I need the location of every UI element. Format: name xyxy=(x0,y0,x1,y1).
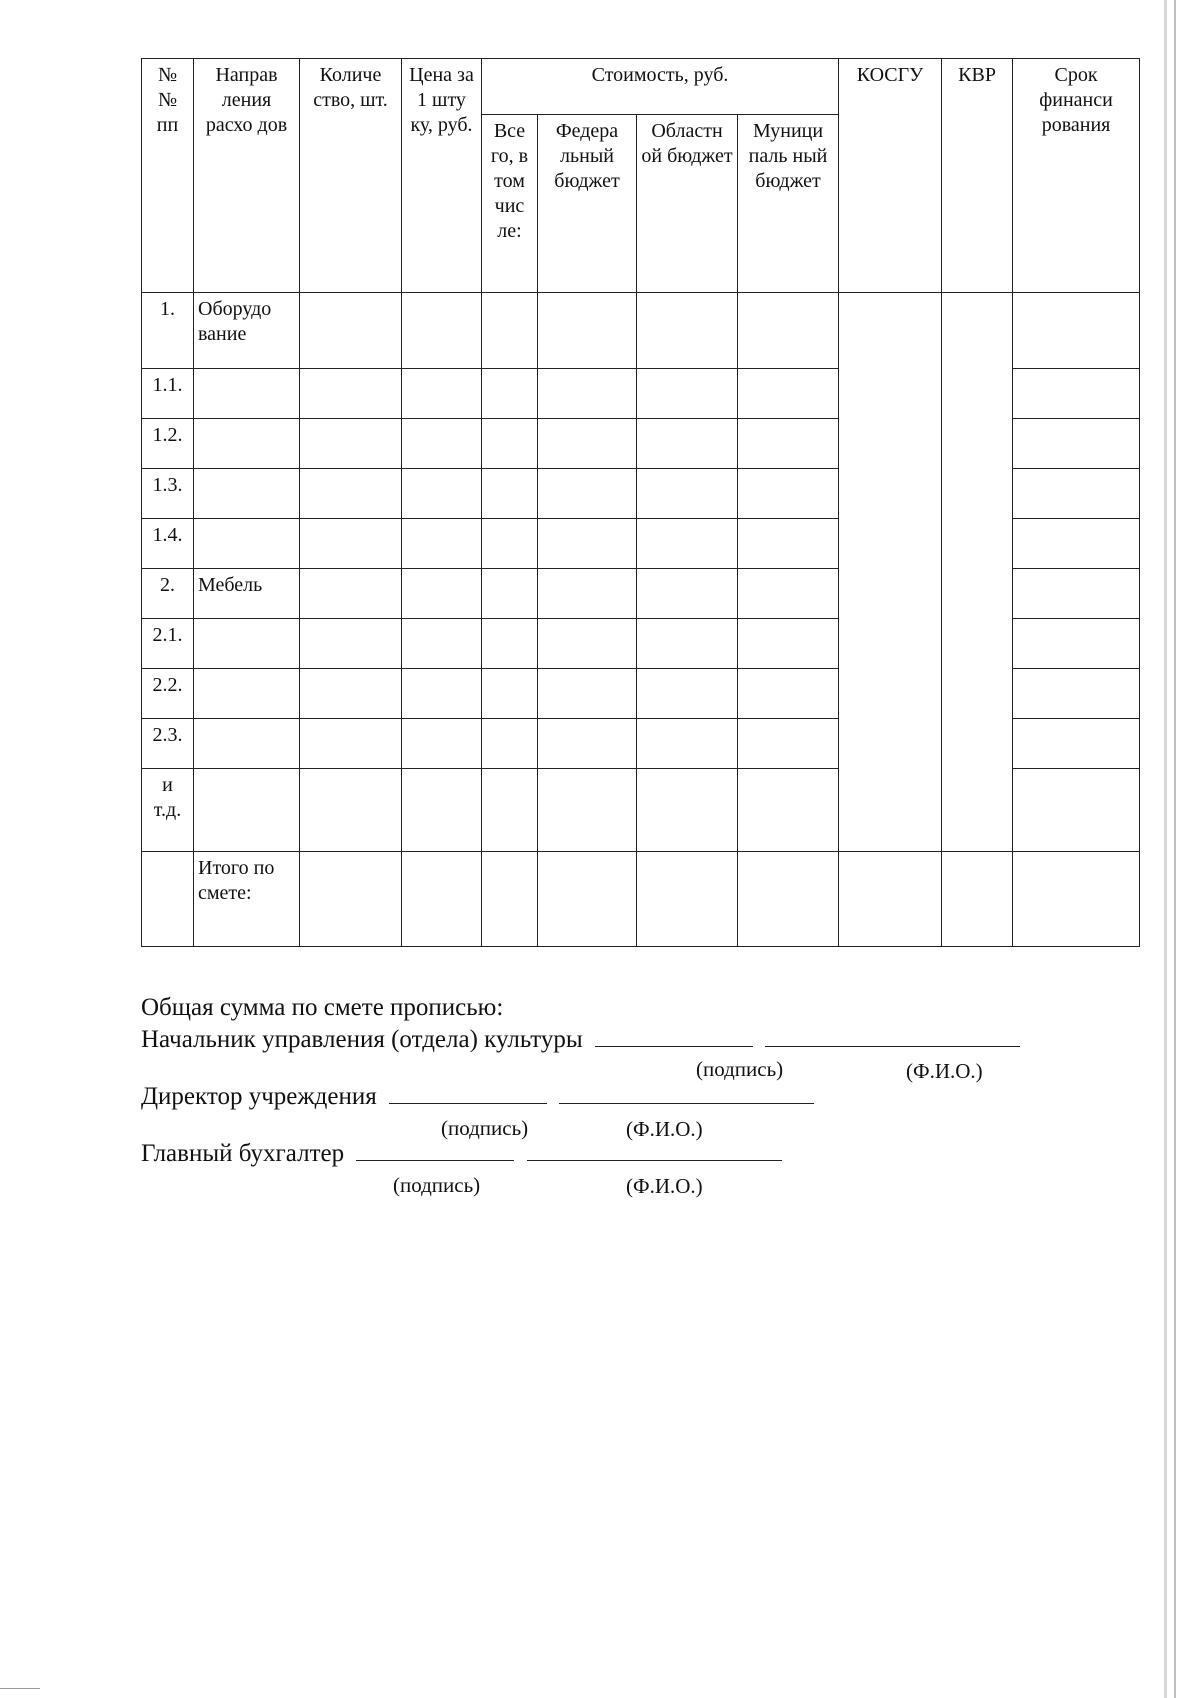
cell-federal xyxy=(538,619,637,669)
row-num: 1.3. xyxy=(142,469,194,519)
cell-municipal xyxy=(738,293,839,369)
cell-municipal xyxy=(738,419,839,469)
cell-quantity xyxy=(300,769,402,852)
estimate-table-container xyxy=(141,58,1139,947)
cell-federal xyxy=(538,369,637,419)
cell-price xyxy=(402,719,482,769)
cell-quantity xyxy=(300,569,402,619)
cell-municipal xyxy=(738,569,839,619)
cell-municipal xyxy=(738,719,839,769)
director-label: Директор учреждения xyxy=(141,1083,377,1110)
cell-federal xyxy=(538,669,637,719)
cell-quantity xyxy=(300,719,402,769)
cell-regional xyxy=(637,369,738,419)
header-regional: Областн ой бюджет xyxy=(637,115,738,293)
cell-total xyxy=(482,369,538,419)
cell-federal xyxy=(538,519,637,569)
cell-total xyxy=(482,619,538,669)
cell-quantity xyxy=(300,369,402,419)
header-direction: Направ ления расхо дов xyxy=(194,59,300,293)
cell-price xyxy=(402,569,482,619)
row-name xyxy=(194,669,300,719)
row-num: 1.1. xyxy=(142,369,194,419)
row-name xyxy=(194,369,300,419)
cell-term xyxy=(1013,469,1140,519)
header-term: Срок финанси рования xyxy=(1013,59,1140,293)
table-total-row xyxy=(142,852,1140,947)
row-num: 2.1. xyxy=(142,619,194,669)
row-num: 2. xyxy=(142,569,194,619)
accountant-name-caption: (Ф.И.О.) xyxy=(626,1174,703,1198)
cell-regional xyxy=(637,519,738,569)
director-name-field[interactable] xyxy=(559,1081,814,1104)
cell-regional xyxy=(637,469,738,519)
cell-price xyxy=(402,369,482,419)
cell-term xyxy=(1013,369,1140,419)
accountant-signature-line xyxy=(141,1138,1141,1169)
cell-kvr xyxy=(942,852,1013,947)
cell-price xyxy=(402,669,482,719)
row-name xyxy=(194,419,300,469)
cell-regional xyxy=(637,719,738,769)
cell-federal xyxy=(538,852,637,947)
cell-regional xyxy=(637,293,738,369)
cell-total xyxy=(482,569,538,619)
cell-term xyxy=(1013,719,1140,769)
cell-quantity xyxy=(300,293,402,369)
row-num: 1.2. xyxy=(142,419,194,469)
head-signature-caption: (подпись) xyxy=(696,1057,784,1081)
row-num: 2.2. xyxy=(142,669,194,719)
director-name-caption: (Ф.И.О.) xyxy=(626,1117,703,1141)
row-name: Оборудо вание xyxy=(194,293,300,369)
header-cost-group: Стоимость, руб. xyxy=(482,59,839,115)
row-name xyxy=(194,469,300,519)
sum-in-words-line xyxy=(141,993,1141,1024)
table-row xyxy=(142,293,1140,369)
row-name xyxy=(194,619,300,669)
cell-federal xyxy=(538,419,637,469)
header-municipal: Муници паль ный бюджет xyxy=(738,115,839,293)
header-kosgu: КОСГУ xyxy=(839,59,942,293)
cell-price xyxy=(402,852,482,947)
sum-in-words-label: Общая сумма по смете прописью: xyxy=(141,994,504,1021)
cell-federal xyxy=(538,769,637,852)
cell-price xyxy=(402,519,482,569)
cell-municipal xyxy=(738,469,839,519)
head-signature-field[interactable] xyxy=(595,1024,753,1047)
cell-municipal xyxy=(738,519,839,569)
cell-term xyxy=(1013,569,1140,619)
cell-total xyxy=(482,293,538,369)
cell-term xyxy=(1013,769,1140,852)
cell-federal xyxy=(538,293,637,369)
header-price: Цена за 1 шту ку, руб. xyxy=(402,59,482,293)
cell-quantity xyxy=(300,419,402,469)
cell-total xyxy=(482,769,538,852)
cell-term xyxy=(1013,419,1140,469)
estimate-table xyxy=(141,58,1140,947)
cell-quantity xyxy=(300,619,402,669)
cell-federal xyxy=(538,469,637,519)
cell-term xyxy=(1013,519,1140,569)
cell-total xyxy=(482,852,538,947)
cell-federal xyxy=(538,569,637,619)
cell-total xyxy=(482,469,538,519)
cell-term xyxy=(1013,852,1140,947)
cell-term xyxy=(1013,619,1140,669)
accountant-signature-caption: (подпись) xyxy=(393,1173,481,1197)
cell-municipal xyxy=(738,619,839,669)
cell-kosgu xyxy=(839,852,942,947)
director-signature-field[interactable] xyxy=(389,1081,547,1104)
cell-regional xyxy=(637,419,738,469)
total-label: Итого по смете: xyxy=(194,852,300,947)
cell-kvr-merged xyxy=(942,293,1013,852)
cell-total xyxy=(482,669,538,719)
row-name xyxy=(194,519,300,569)
header-num: № № пп xyxy=(142,59,194,293)
row-num: 1.4. xyxy=(142,519,194,569)
row-num: 2.3. xyxy=(142,719,194,769)
cell-municipal xyxy=(738,852,839,947)
cell-quantity xyxy=(300,519,402,569)
head-name-caption: (Ф.И.О.) xyxy=(906,1059,983,1083)
signature-block xyxy=(141,993,1141,1198)
cell-kosgu-merged xyxy=(839,293,942,852)
cell-federal xyxy=(538,719,637,769)
cell-price xyxy=(402,469,482,519)
header-total: Все го, в том чис ле: xyxy=(482,115,538,293)
header-quantity: Количе ство, шт. xyxy=(300,59,402,293)
cell-regional xyxy=(637,569,738,619)
head-name-field[interactable] xyxy=(765,1024,1020,1047)
cell-term xyxy=(1013,669,1140,719)
accountant-name-field[interactable] xyxy=(527,1138,782,1161)
cell-regional xyxy=(637,769,738,852)
head-signature-line xyxy=(141,1024,1141,1055)
header-federal: Федера льный бюджет xyxy=(538,115,637,293)
total-num-cell xyxy=(142,852,194,947)
header-kvr: КВР xyxy=(942,59,1013,293)
head-label: Начальник управления (отдела) культуры xyxy=(141,1026,583,1053)
accountant-signature-field[interactable] xyxy=(356,1138,514,1161)
cell-total xyxy=(482,719,538,769)
cell-total xyxy=(482,419,538,469)
director-signature-caption: (подпись) xyxy=(441,1116,529,1140)
cell-municipal xyxy=(738,769,839,852)
cell-price xyxy=(402,293,482,369)
cell-price xyxy=(402,419,482,469)
cell-term xyxy=(1013,293,1140,369)
cell-total xyxy=(482,519,538,569)
row-name xyxy=(194,769,300,852)
accountant-label: Главный бухгалтер xyxy=(141,1140,345,1167)
row-num: 1. xyxy=(142,293,194,369)
cell-regional xyxy=(637,669,738,719)
cell-price xyxy=(402,769,482,852)
cell-price xyxy=(402,619,482,669)
scan-mark xyxy=(0,1688,40,1689)
page-edge xyxy=(1174,0,1176,1698)
cell-quantity xyxy=(300,469,402,519)
cell-regional xyxy=(637,619,738,669)
cell-regional xyxy=(637,852,738,947)
row-num: и т.д. xyxy=(142,769,194,852)
cell-quantity xyxy=(300,669,402,719)
cell-municipal xyxy=(738,369,839,419)
row-name xyxy=(194,719,300,769)
page-edge xyxy=(1164,0,1167,1698)
cell-municipal xyxy=(738,669,839,719)
director-signature-line xyxy=(141,1081,1141,1112)
row-name: Мебель xyxy=(194,569,300,619)
cell-quantity xyxy=(300,852,402,947)
